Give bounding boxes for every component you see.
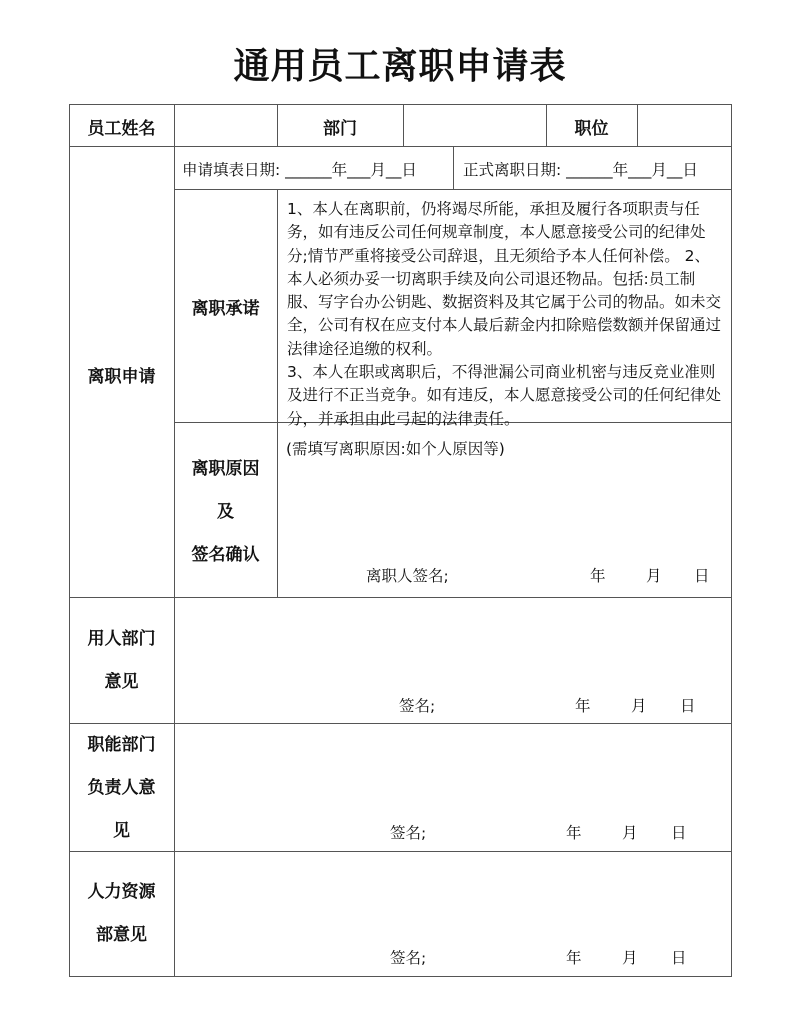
- reason-label-line: 及: [217, 502, 234, 522]
- employee-name-label: 员工姓名: [87, 119, 156, 139]
- hr-opinion-label: [69, 871, 174, 957]
- column-divider: [453, 146, 454, 189]
- promise-label: 离职承诺: [191, 299, 260, 319]
- date-month-label: 月: [622, 824, 638, 842]
- dept-opinion-label-line: 意见: [104, 672, 139, 692]
- dept-opinion-label: [69, 618, 174, 704]
- func-dept-label-line: 见: [113, 821, 130, 841]
- date-month-label: 月: [646, 567, 662, 585]
- row-divider: [69, 146, 732, 147]
- table-border-bottom: [69, 976, 732, 977]
- hr-signature-label: 签名;: [390, 949, 427, 967]
- promise-text: [287, 198, 725, 431]
- resignee-signature-label: 离职人签名;: [366, 567, 449, 585]
- reason-hint: (需填写离职原因:如个人原因等): [286, 440, 505, 458]
- reason-label: [174, 448, 277, 577]
- employee-name-field[interactable]: [178, 108, 275, 144]
- resignation-application-label: 离职申请: [87, 367, 156, 387]
- date-year-label: 年: [566, 949, 582, 967]
- table-border-right: [731, 104, 732, 977]
- fill-date-field[interactable]: 申请填表日期: ______年___月__日: [182, 161, 417, 179]
- reason-field[interactable]: [286, 462, 726, 552]
- date-year-label: 年: [575, 697, 591, 715]
- leave-date-field[interactable]: 正式离职日期: ______年___月__日: [463, 161, 698, 179]
- position-label: 职位: [574, 119, 609, 139]
- row-divider: [174, 189, 732, 190]
- column-divider: [637, 104, 638, 146]
- hr-opinion-field[interactable]: [180, 857, 726, 937]
- promise-paragraph: 3、本人在职或离职后，不得泄漏公司商业机密与违反竞业准则及进行不正当竞争。如有违反，本人愿意接受公司的任何纪律处分，并承担由此弓起的法律责任。: [287, 363, 722, 428]
- func-dept-opinion-field[interactable]: [180, 729, 726, 811]
- hr-opinion-label-line: 人力资源: [87, 882, 156, 902]
- table-border-top: [69, 104, 732, 105]
- date-day-label: 日: [671, 949, 687, 967]
- dept-opinion-label-line: 用人部门: [87, 629, 156, 649]
- date-year-label: 年: [590, 567, 606, 585]
- column-divider: [403, 104, 404, 146]
- form-title: 通用员工离职申请表: [233, 46, 567, 87]
- department-label: 部门: [323, 119, 357, 139]
- position-field[interactable]: [641, 108, 729, 144]
- date-year-label: 年: [566, 824, 582, 842]
- func-dept-label-line: 职能部门: [87, 735, 156, 755]
- reason-label-line: 签名确认: [191, 545, 260, 565]
- func-dept-opinion-label: [69, 724, 174, 853]
- date-day-label: 日: [694, 567, 710, 585]
- func-dept-signature-label: 签名;: [390, 824, 427, 842]
- hr-opinion-label-line: 部意见: [96, 925, 147, 945]
- reason-label-line: 离职原因: [191, 459, 260, 479]
- department-field[interactable]: [407, 108, 544, 144]
- date-month-label: 月: [631, 697, 647, 715]
- promise-paragraph: 1、本人在离职前，仍将竭尽所能，承担及履行各项职责与任务，如有违反公司任何规章制度，本人愿意接受公司的纪律处分;情节严重将接受公司辞退，且无须给予本人任何补偿。 2、本人必须办妥一切离职手续及向公司退还物品。包括:员工制服、写字台办公钥匙、数据资料及其它属于公司的物品。如未交全，公司有权在应支付本人最后薪金内扣除赔偿数额并保留通过法律途径追缴的权利。: [287, 200, 722, 358]
- dept-signature-label: 签名;: [399, 697, 436, 715]
- dept-opinion-field[interactable]: [180, 603, 726, 683]
- column-divider: [277, 189, 278, 597]
- date-day-label: 日: [671, 824, 687, 842]
- date-day-label: 日: [680, 697, 696, 715]
- resignee-signature-field[interactable]: [460, 560, 580, 586]
- row-divider: [69, 597, 732, 598]
- func-dept-label-line: 负责人意: [87, 778, 156, 798]
- date-month-label: 月: [622, 949, 638, 967]
